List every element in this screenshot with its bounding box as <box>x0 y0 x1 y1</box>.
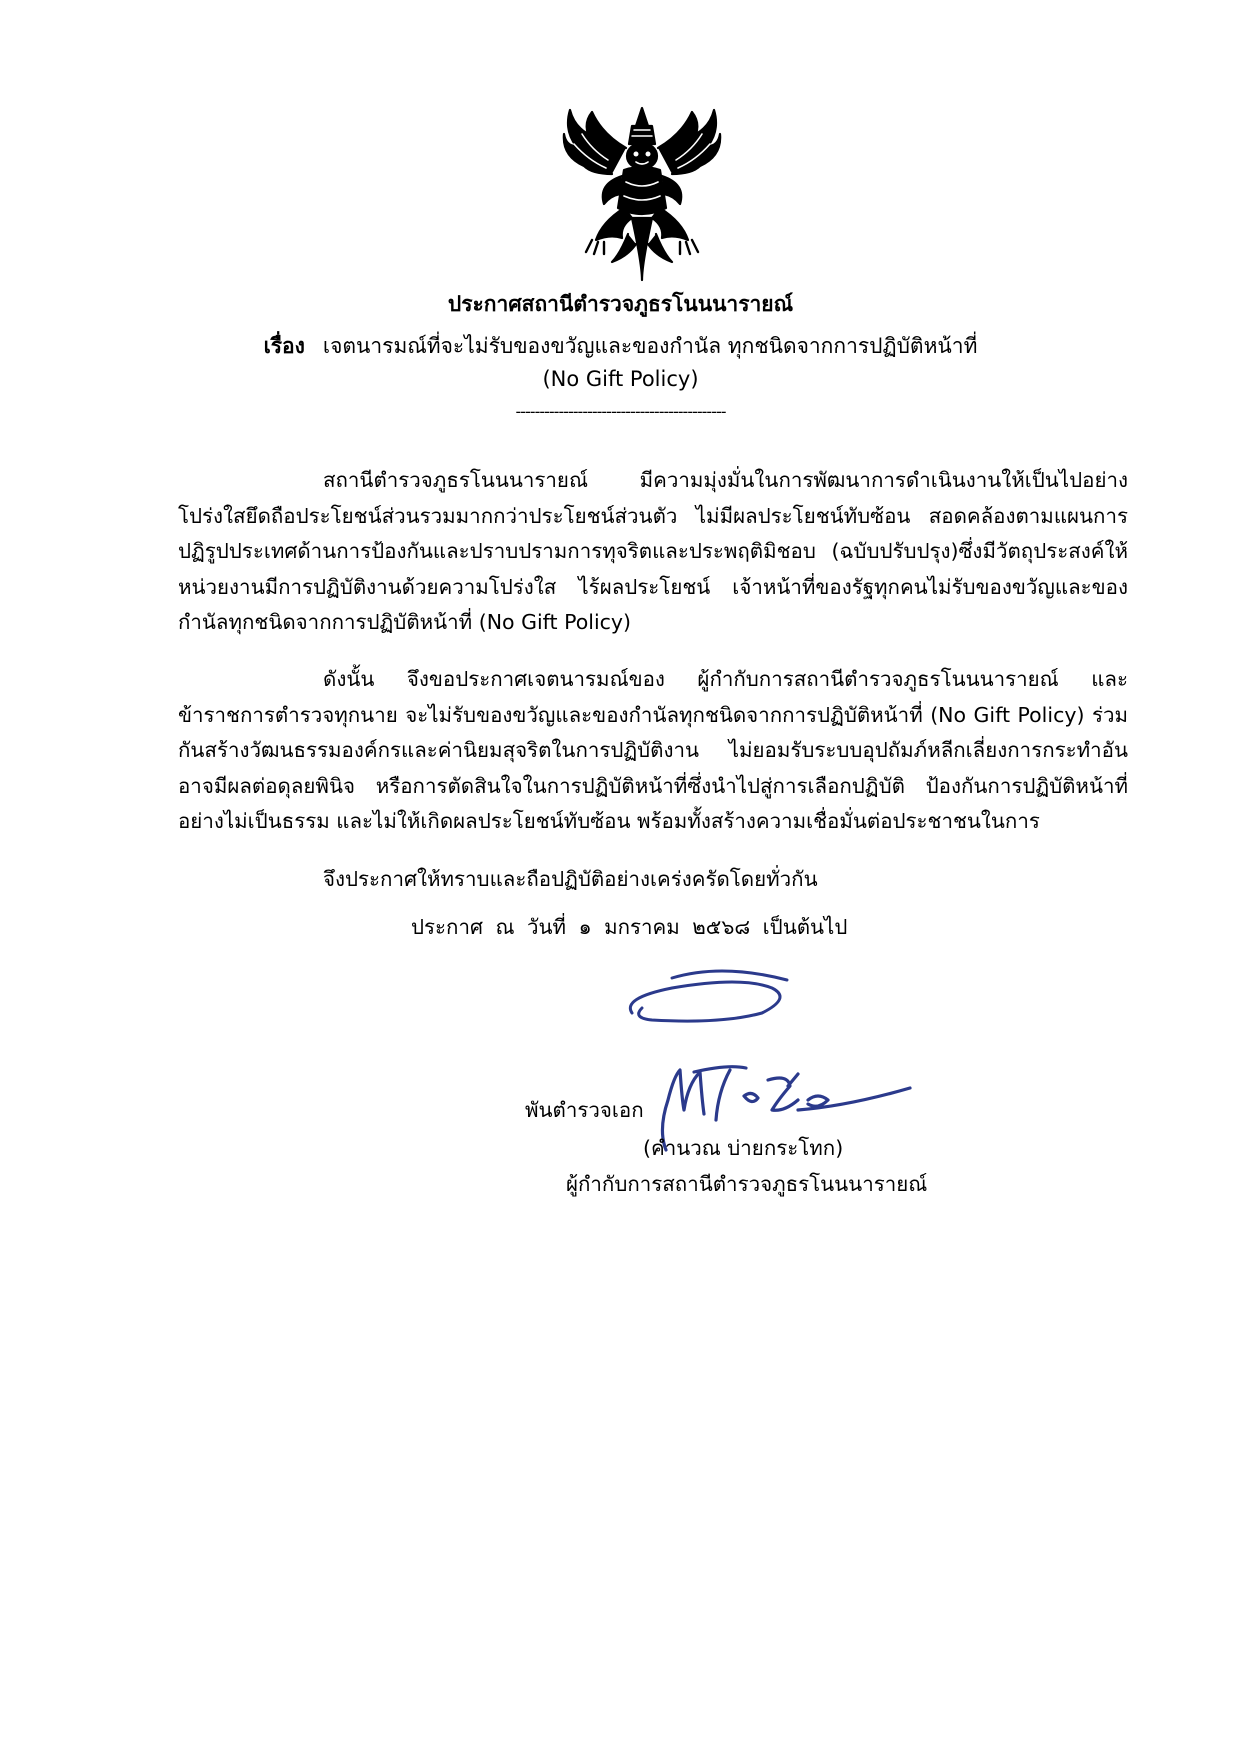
closing-line: จึงประกาศให้ทราบและถือปฏิบัติอย่างเคร่งครัดโดยทั่วกัน <box>323 867 818 891</box>
subject-line <box>0 330 1241 363</box>
body-paragraph-2: ดังนั้น จึงขอประกาศเจตนารมณ์ของ ผู้กำกับการสถานีตำรวจภูธรโนนนารายณ์ และข้าราชการตำรวจทุกนาย จะไม่รับของขวัญและของกำนัลทุกชนิดจากการปฏิบัติหน้าที่ (No Gift Policy) ร่วมกันสร้างวัฒนธรรมองค์กรและค่านิยมสุจริตในการปฏิบัติงาน ไม่ยอมรับระบบอุปถัมภ์หลีกเลี่ยงการกระทำอันอาจมีผลต่อดุลยพินิจ หรือการตัดสินใจในการปฏิบัติหน้าที่ซึ่งนำไปสู่การเลือกปฏิบัติ ป้องกันการปฏิบัติหน้าที่อย่างไม่เป็นธรรม และไม่ให้เกิดผลประโยชน์ทับซ้อน พร้อมทั้งสร้างความเชื่อมั่นต่อประชาชนในการ <box>178 667 1128 833</box>
signature-flourish <box>612 958 802 1033</box>
body-paragraph-1: สถานีตำรวจภูธรโนนนารายณ์ มีความมุ่งมั่นในการพัฒนาการดำเนินงานให้เป็นไปอย่างโปร่งใสยึดถือประโยชน์ส่วนรวมมากกว่าประโยชน์ส่วนตัว ไม่มีผลประโยชน์ทับซ้อน สอดคล้องตามแผนการปฏิรูปประเทศด้านการป้องกันและปราบปรามการทุจริตและประพฤติมิชอบ (ฉบับปรับปรุง)ซึ่งมีวัตถุประสงค์ให้หน่วยงานมีการปฏิบัติงานด้วยความโปร่งใส ไร้ผลประโยชน์ เจ้าหน้าที่ของรัฐทุกคนไม่รับของขวัญและของกำนัลทุกชนิดจากการปฏิบัติหน้าที่ (No Gift Policy) <box>178 468 1128 634</box>
signatory-name: (คำนวณ บ่ายกระโทก) <box>643 1136 844 1160</box>
signatory-position: ผู้กำกับการสถานีตำรวจภูธรโนนนารายณ์ <box>566 1172 928 1196</box>
subject-label: เรื่อง <box>263 334 305 358</box>
announcement-title: ประกาศสถานีตำรวจภูธรโนนนารายณ์ <box>447 292 794 316</box>
garuda-emblem-icon <box>562 104 722 284</box>
subject-text: เจตนารมณ์ที่จะไม่รับของขวัญและของกำนัล ทุกชนิดจากการปฏิบัติหน้าที่ <box>322 334 978 358</box>
divider-line: -------------------------------------------- <box>515 402 726 421</box>
date-line: ประกาศ ณ วันที่ ๑ มกราคม ๒๕๖๘ เป็นต้นไป <box>411 915 848 939</box>
policy-name: (No Gift Policy) <box>542 367 699 391</box>
signatory-rank: พันตำรวจเอก <box>525 1098 644 1122</box>
